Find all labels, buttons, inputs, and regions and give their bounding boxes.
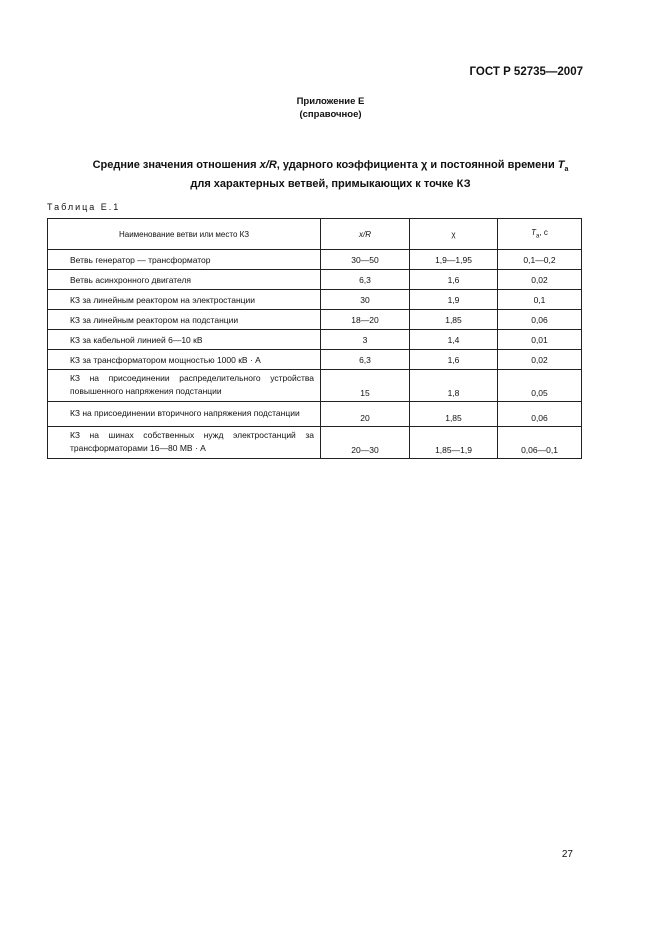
table-row: [48, 402, 582, 427]
cell-chi: 1,9: [410, 290, 498, 310]
cell-ta: 0,02: [498, 270, 582, 290]
cell-ta: 0,06: [498, 402, 582, 427]
heading-xr: x/R: [259, 159, 277, 171]
cell-chi: 1,6: [410, 270, 498, 290]
cell-name: КЗ на присоединении распределительного устройства повышенного напряжения подстанции: [48, 370, 321, 402]
cell-xr: 30—50: [321, 250, 410, 270]
table-row: [48, 290, 582, 310]
cell-xr: 3: [321, 330, 410, 350]
cell-chi: 1,85: [410, 402, 498, 427]
appendix-title: Приложение Е: [296, 96, 365, 107]
heading-line-1: [0, 158, 661, 177]
header-ta-t: T: [531, 228, 537, 238]
cell-name: КЗ за трансформатором мощностью 1000 кВ · А: [48, 350, 321, 370]
cell-xr: 6,3: [321, 270, 410, 290]
cell-xr: 15: [321, 370, 410, 402]
cell-xr: 18—20: [321, 310, 410, 330]
header-chi: χ: [410, 219, 498, 250]
cell-ta: 0,06: [498, 310, 582, 330]
cell-chi: 1,85: [410, 310, 498, 330]
appendix-note: (справочное): [299, 109, 362, 120]
cell-name: КЗ на присоединении вторичного напряжения подстанции: [48, 402, 321, 427]
table-row: [48, 250, 582, 270]
header-ta-sub: a: [536, 233, 540, 240]
cell-name: КЗ на шинах собственных нужд электростанций за трансформаторами 16—80 МВ · А: [48, 427, 321, 459]
page-number: 27: [561, 849, 573, 860]
cell-chi: 1,4: [410, 330, 498, 350]
heading-ta-sub: a: [564, 166, 569, 174]
cell-chi: 1,9—1,95: [410, 250, 498, 270]
cell-chi: 1,8: [410, 370, 498, 402]
cell-chi: 1,85—1,9: [410, 427, 498, 459]
header-xr-text: x/R: [359, 229, 371, 239]
cell-ta: 0,1: [498, 290, 582, 310]
heading-text: Средние значения отношения: [92, 159, 260, 171]
table-row: [48, 427, 582, 459]
data-table: [47, 218, 582, 459]
table-row: [48, 310, 582, 330]
cell-name: КЗ за кабельной линией 6—10 кВ: [48, 330, 321, 350]
cell-name: КЗ за линейным реактором на подстанции: [48, 310, 321, 330]
header-name: Наименование ветви или место КЗ: [48, 219, 321, 250]
cell-name: Ветвь генератор — трансформатор: [48, 250, 321, 270]
heading-ta: T: [557, 159, 565, 171]
cell-xr: 6,3: [321, 350, 410, 370]
cell-xr: 20—30: [321, 427, 410, 459]
cell-ta: 0,02: [498, 350, 582, 370]
cell-ta: 0,01: [498, 330, 582, 350]
cell-name: Ветвь асинхронного двигателя: [48, 270, 321, 290]
heading-line-2: для характерных ветвей, примыкающих к точке КЗ: [190, 178, 471, 191]
cell-ta: 0,06—0,1: [498, 427, 582, 459]
table-row: [48, 370, 582, 402]
table-row: [48, 350, 582, 370]
heading-text-middle: , ударного коэффициента χ и постоянной времени: [276, 159, 558, 171]
cell-xr: 30: [321, 290, 410, 310]
header-xr: [321, 219, 410, 250]
appendix-block: [0, 95, 661, 121]
table-heading: [0, 158, 661, 192]
cell-xr: 20: [321, 402, 410, 427]
cell-ta: 0,1—0,2: [498, 250, 582, 270]
cell-chi: 1,6: [410, 350, 498, 370]
document-code: ГОСТ Р 52735—2007: [469, 66, 583, 78]
table-row: [48, 270, 582, 290]
table-header-row: [48, 219, 582, 250]
table-label: Таблица Е.1: [47, 202, 121, 212]
cell-ta: 0,05: [498, 370, 582, 402]
table-row: [48, 330, 582, 350]
cell-name: КЗ за линейным реактором на электростанции: [48, 290, 321, 310]
header-ta-unit: , с: [539, 228, 548, 238]
header-ta: [498, 219, 582, 250]
